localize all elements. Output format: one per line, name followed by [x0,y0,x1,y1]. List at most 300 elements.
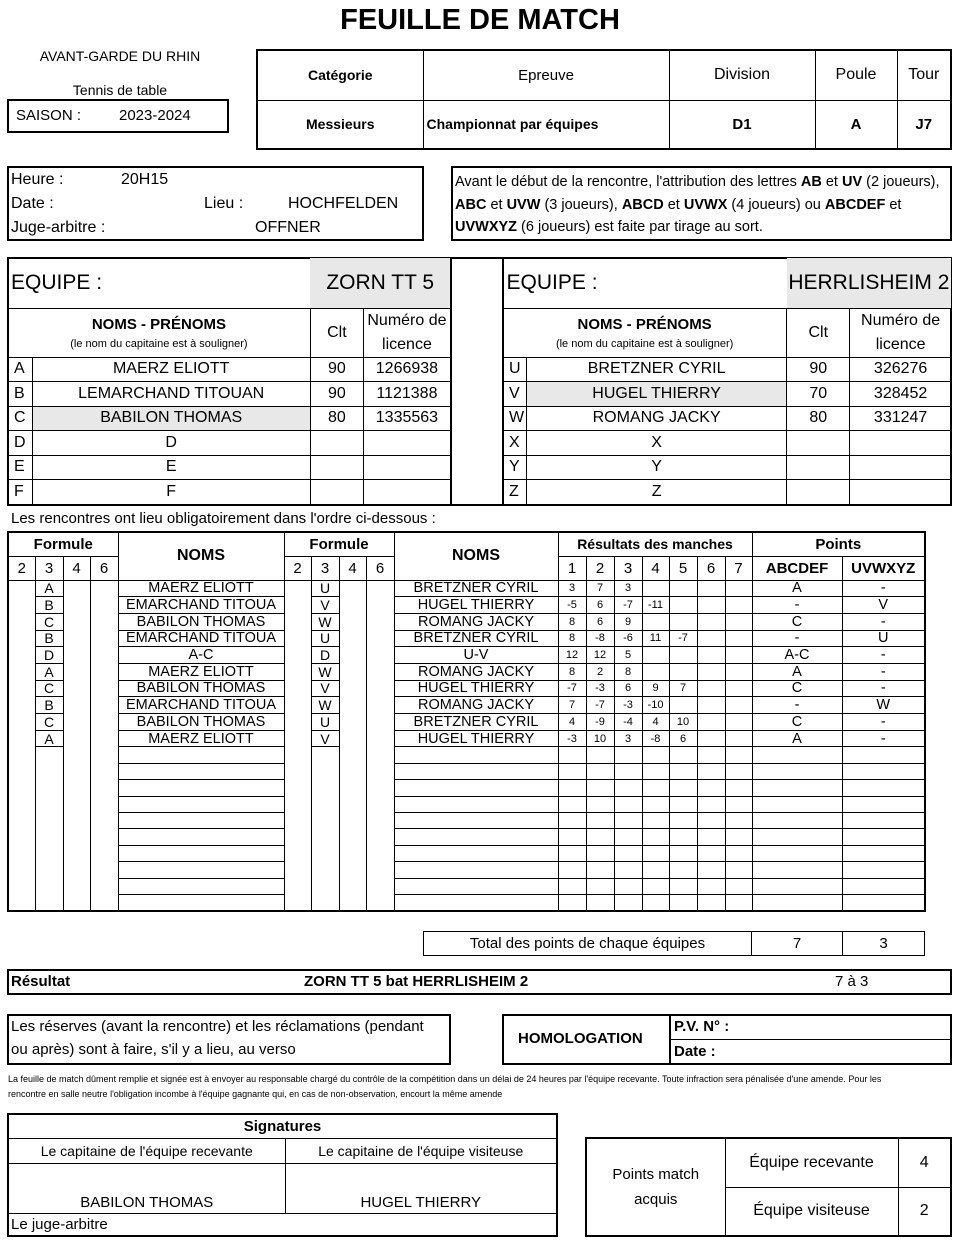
away-formule-cell [284,796,311,812]
set-score [725,878,752,894]
set-score [642,845,669,861]
away-player-row [503,382,952,407]
set-score [642,780,669,796]
set-col-header: 7 [725,556,752,580]
set-score [697,714,725,731]
points-home-cell: A-C [752,647,842,664]
away-player-row [503,406,952,431]
home-formule-cell: B [35,697,63,714]
home-formule-cell [35,812,63,828]
away-player-name: HUGEL THIERRY [527,382,787,407]
away-formule-cell [284,697,311,714]
away-match-player [394,829,558,845]
home-players [8,357,450,504]
season-label: SAISON : [16,107,82,124]
home-formule-cell [63,663,90,680]
away-formule-cell [284,780,311,796]
set-score: -5 [558,597,586,614]
set-score [697,630,725,647]
away-player-licence [850,455,951,480]
home-formule-cell [63,697,90,714]
home-match-player [118,878,284,894]
signatures-table [7,1113,558,1237]
home-formule-cell [63,878,90,894]
away-player-licence: 328452 [850,382,951,407]
home-match-player [118,747,284,763]
set-score: 6 [586,597,614,614]
away-formule-cell [284,878,311,894]
match-row [8,580,925,597]
away-clt-header: Clt [787,308,850,357]
set-score [725,796,752,812]
home-player-clt [310,431,363,456]
away-formule-cell [284,862,311,878]
poule-label: Poule [815,50,897,100]
set-score: -8 [642,730,669,747]
set-col-header: 1 [558,556,586,580]
set-score: 10 [586,730,614,747]
info-box [7,166,424,241]
set-score [697,597,725,614]
set-score [697,613,725,630]
away-formule-cell [284,812,311,828]
home-match-player: MAERZ ELIOTT [118,663,284,680]
home-player-row [8,357,450,382]
away-formule-cell: D [311,647,339,664]
set-score [558,780,586,796]
points-away-cell: - [842,663,925,680]
away-match-player: BRETZNER CYRIL [394,630,558,647]
home-licence-header-2: licence [382,335,432,353]
set-score: 8 [614,663,642,680]
tour-value: J7 [897,100,951,149]
home-player-letter: D [8,431,32,456]
points-away-cell [842,862,925,878]
set-score: 8 [558,663,586,680]
away-formule-col: 2 [284,556,311,580]
away-formule-cell [339,763,366,779]
home-formule-cell [35,796,63,812]
away-formule-cell [284,680,311,697]
tirage-et1: et [821,174,842,190]
away-formule-cell: V [311,730,339,747]
home-formule-cell [8,663,35,680]
header-table [256,49,952,150]
match-row [8,730,925,747]
away-formule-cell [366,613,394,630]
home-player-letter: A [8,357,32,382]
home-player-row [8,406,450,431]
pv-label: P.V. N° : [674,1018,730,1035]
home-formule-cell: C [35,613,63,630]
away-match-player [394,812,558,828]
sig-home-label: Le capitaine de l'équipe recevante [8,1138,285,1163]
set-score [669,647,697,664]
away-formule-cell [339,647,366,664]
set-score [697,796,725,812]
home-formule-cell [8,697,35,714]
points-home-cell [752,845,842,861]
home-formule-cell [90,613,118,630]
away-player-letter: Y [503,455,527,480]
home-formule-cell [63,862,90,878]
homologation-label: HOMOLOGATION [518,1030,643,1047]
away-match-player [394,747,558,763]
match-row [8,613,925,630]
set-score [586,862,614,878]
away-formule-cell [284,763,311,779]
juge-value: OFFNER [255,219,321,236]
home-formule-cell [8,714,35,731]
away-formule-cell [284,613,311,630]
away-formule-cell [284,845,311,861]
points-away-cell [842,812,925,828]
home-match-player [118,763,284,779]
away-formule-cell [339,714,366,731]
away-formule-cell [339,829,366,845]
set-score [586,878,614,894]
away-noms-col-header: NOMS [394,532,558,580]
set-score [642,829,669,845]
away-match-player [394,878,558,894]
home-formule-cell [35,780,63,796]
lieu-value: HOCHFELDEN [288,195,399,212]
set-score: -10 [642,697,669,714]
set-score [586,845,614,861]
home-capitaine-note: (le nom du capitaine est à souligner) [70,337,248,350]
empty-match-row [8,763,925,779]
reserves-line2: ou après) sont à faire, s'il y a lieu, au verso [11,1041,296,1058]
away-licence-header [850,308,951,357]
away-formule-cell [339,894,366,910]
home-formule-cell [35,747,63,763]
home-formule-cell [8,894,35,910]
set-score: -7 [586,697,614,714]
home-match-player: EMARCHAND TITOUA [118,697,284,714]
away-formule-cell [366,862,394,878]
points-away-cell [842,829,925,845]
set-score [586,829,614,845]
set-score [697,747,725,763]
sport-name: Tennis de table [72,82,168,98]
home-formule-cell [35,894,63,910]
tirage-p1: Avant le début de la rencontre, l'attribution des lettres [455,174,801,190]
home-formule-cell [90,780,118,796]
home-match-player: BABILON THOMAS [118,613,284,630]
away-formule-cell: U [311,580,339,597]
home-player-licence: 1266938 [363,357,450,382]
away-formule-cell [339,812,366,828]
match-row [8,647,925,664]
set-score [614,780,642,796]
home-formule-cell [90,829,118,845]
set-score [669,894,697,910]
away-formule-cell [366,597,394,614]
home-player-row [8,382,450,407]
away-formule-cell [339,747,366,763]
home-team-table [8,258,450,505]
points-home-cell: - [752,597,842,614]
set-score [614,845,642,861]
away-formule-cell: V [311,597,339,614]
set-score [697,730,725,747]
home-formule-cell [63,730,90,747]
away-match-player: ROMANG JACKY [394,663,558,680]
uvwxyz-header: UVWXYZ [842,556,925,580]
sig-home-name: BABILON THOMAS [8,1163,285,1213]
away-formule-cell [339,862,366,878]
set-score [725,597,752,614]
home-player-name: BABILON THOMAS [32,406,310,431]
away-formule-cell [366,630,394,647]
set-score: 4 [558,714,586,731]
homologation-date-label: Date : [674,1043,716,1060]
set-score [586,763,614,779]
set-score [669,580,697,597]
home-player-licence [363,455,450,480]
home-player-letter: B [8,382,32,407]
points-home-cell: C [752,714,842,731]
set-score: 3 [558,580,586,597]
set-col-header: 3 [614,556,642,580]
division-label: Division [669,50,815,100]
home-match-player [118,894,284,910]
away-player-letter: W [503,406,527,431]
lieu-label: Lieu : [204,195,244,212]
away-match-player: U-V [394,647,558,664]
points-home-cell [752,747,842,763]
set-score [697,780,725,796]
home-match-player [118,862,284,878]
set-score [558,878,586,894]
home-player-letter: F [8,480,32,505]
home-formule-cell [90,663,118,680]
set-score [669,780,697,796]
away-match-player: ROMANG JACKY [394,613,558,630]
home-formule-cell [35,878,63,894]
home-player-licence: 1335563 [363,406,450,431]
away-equipe-label: EQUIPE : [503,258,787,308]
points-home-cell: A [752,730,842,747]
home-match-player [118,812,284,828]
tirage-abcdef: ABCDEF [824,196,886,213]
points-away-cell: - [842,613,925,630]
points-away-cell: - [842,647,925,664]
home-match-player: BABILON THOMAS [118,680,284,697]
away-team-table [502,258,951,505]
home-formule-cell [8,845,35,861]
match-row [8,697,925,714]
reserves-box [7,1014,451,1065]
set-score: 7 [669,680,697,697]
away-match-player [394,894,558,910]
points-home-cell [752,780,842,796]
sig-juge-label: Le juge-arbitre [8,1213,557,1236]
points-home-cell [752,763,842,779]
away-formule-cell [311,812,339,828]
away-formule-cell [339,680,366,697]
away-formule-cell [339,730,366,747]
tirage-uvwxyz: UVWXYZ [455,219,518,235]
set-score [614,747,642,763]
away-match-player [394,796,558,812]
home-equipe-label: EQUIPE : [8,258,310,308]
away-formule-cell: W [311,663,339,680]
home-player-name: E [32,455,310,480]
home-formule-cell [90,580,118,597]
home-player-name: MAERZ ELIOTT [32,357,310,382]
set-score [725,647,752,664]
home-player-licence: 1121388 [363,382,450,407]
set-score [725,663,752,680]
away-formule-cell [339,796,366,812]
set-score [725,894,752,910]
away-formule-cell [366,580,394,597]
away-player-row [503,480,952,505]
set-col-header: 2 [586,556,614,580]
away-formule-cell [339,780,366,796]
set-score [642,613,669,630]
home-formule-cell [63,680,90,697]
points-away-cell [842,878,925,894]
set-score [614,812,642,828]
points-away-cell: U [842,630,925,647]
set-score: 2 [586,663,614,680]
set-score [642,647,669,664]
set-score: -7 [669,630,697,647]
home-formule-cell [35,845,63,861]
away-team-name: HERRLISHEIM 2 [787,258,951,308]
points-away-cell: W [842,697,925,714]
away-formule-cell [284,663,311,680]
set-score: 10 [669,714,697,731]
set-score [725,763,752,779]
away-match-player: ROMANG JACKY [394,697,558,714]
away-formule-cell [311,780,339,796]
points-home-cell [752,796,842,812]
empty-match-row [8,780,925,796]
set-score [614,862,642,878]
points-home-cell: A [752,663,842,680]
categorie-label: Catégorie [257,50,423,100]
sig-away-name: HUGEL THIERRY [285,1163,557,1213]
away-formule-cell [339,845,366,861]
home-match-player: MAERZ ELIOTT [118,580,284,597]
epreuve-value: Championnat par équipes [423,100,669,149]
abcdef-header: ABCDEF [752,556,842,580]
away-player-clt: 80 [787,406,850,431]
set-score: -4 [614,714,642,731]
home-match-player: EMARCHAND TITOUA [118,630,284,647]
points-home-cell: A [752,580,842,597]
away-formule-cell [284,829,311,845]
set-score [697,697,725,714]
set-score [669,763,697,779]
home-formule-cell [8,763,35,779]
home-formule-col: 6 [90,556,118,580]
home-player-clt [310,455,363,480]
home-formule-cell [63,597,90,614]
away-formule-cell: U [311,630,339,647]
set-score [614,829,642,845]
tirage-p3: (3 joueurs), [540,196,622,213]
away-player-clt [787,480,850,505]
match-row [8,680,925,697]
match-row [8,663,925,680]
points-home-cell: C [752,680,842,697]
home-formule-cell: A [35,580,63,597]
home-formule-cell [90,845,118,861]
set-score [558,894,586,910]
home-formule-cell [63,630,90,647]
home-formule-cell [90,714,118,731]
home-formule-cell [8,580,35,597]
homologation-box [502,1014,952,1065]
away-capitaine-note: (le nom du capitaine est à souligner) [555,337,734,350]
set-score [586,747,614,763]
points-home-cell [752,812,842,828]
home-match-player: MAERZ ELIOTT [118,730,284,747]
away-formule-cell [339,613,366,630]
division-value: D1 [669,100,815,149]
set-score: 9 [614,613,642,630]
set-score [642,862,669,878]
points-away-value: 2 [898,1187,951,1236]
set-score: 3 [614,580,642,597]
away-formule-cell [284,580,311,597]
set-score [642,663,669,680]
empty-match-row [8,829,925,845]
empty-match-row [8,747,925,763]
tirage-et3: et [663,196,684,213]
tour-label: Tour [897,50,951,100]
points-header: Points [752,532,925,556]
away-formule-cell [339,630,366,647]
away-player-row [503,431,952,456]
set-score: 5 [614,647,642,664]
tirage-abcd: ABCD [621,196,664,213]
totals-table [423,931,925,956]
away-player-licence [850,480,951,505]
notice-line2: rencontre en salle neutre l'obligation incombe à l'équipe gagnante qui, en cas de non-observation, encourt la même amende [8,1089,503,1099]
home-formule-cell [90,647,118,664]
empty-match-row [8,878,925,894]
home-formule-cell [63,796,90,812]
home-formule-cell [90,796,118,812]
set-score [614,894,642,910]
set-score [558,829,586,845]
away-player-letter: Z [503,480,527,505]
away-player-letter: X [503,431,527,456]
set-score [725,697,752,714]
away-formule-cell [311,796,339,812]
away-formule-cell [366,730,394,747]
away-formule-cell [284,747,311,763]
points-home-cell [752,829,842,845]
home-formule-cell: C [35,680,63,697]
home-formule-cell [63,647,90,664]
home-formule-cell [8,796,35,812]
set-score [614,878,642,894]
away-formule-cell [339,663,366,680]
home-formule-cell [63,845,90,861]
away-player-licence: 326276 [850,357,951,382]
set-score: 12 [558,647,586,664]
set-score: 6 [586,613,614,630]
away-player-clt [787,455,850,480]
away-formule-cell [366,747,394,763]
away-formule-cell [366,845,394,861]
